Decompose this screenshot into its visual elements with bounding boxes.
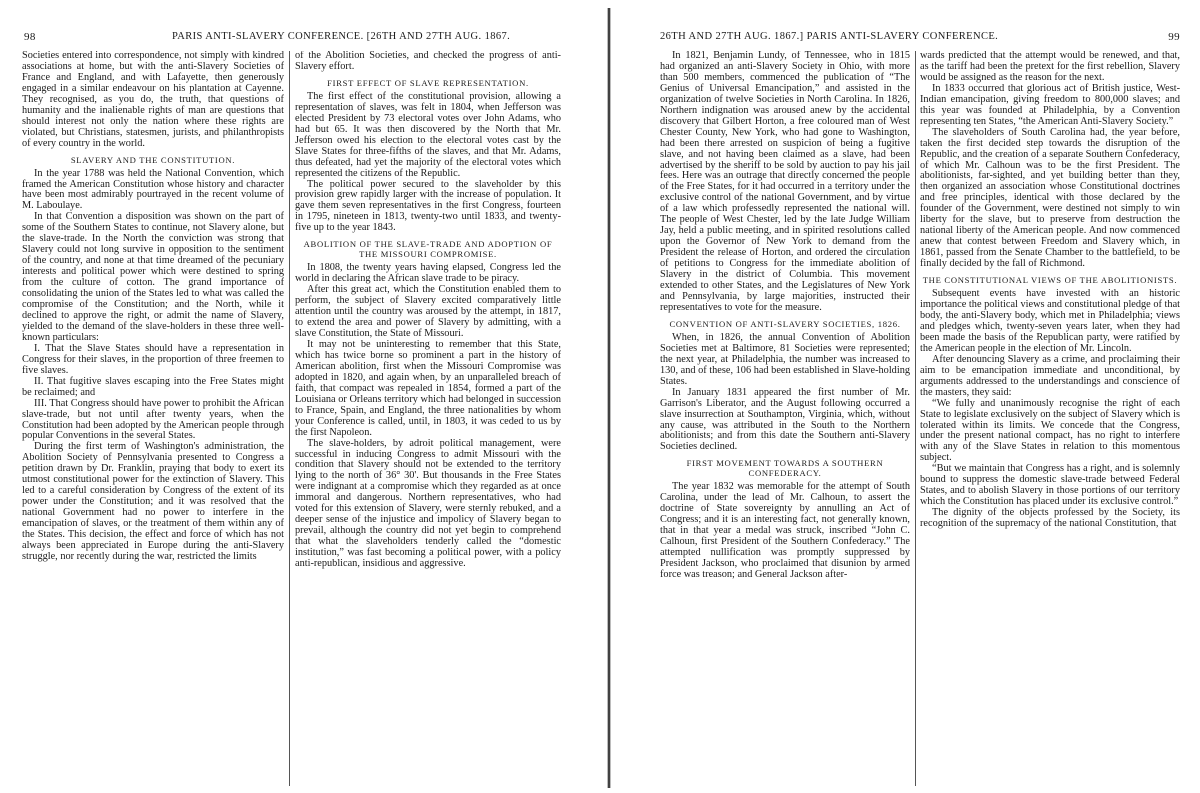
running-head: 26TH AND 27TH AUG. 1867.] PARIS ANTI-SLAVERY CONFERENCE.	[660, 31, 999, 42]
section-heading: ABOLITION OF THE SLAVE-TRADE AND ADOPTION OF THE MISSOURI COMPROMISE.	[303, 239, 553, 260]
paragraph: In 1821, Benjamin Lundy, of Tennessee, who in 1815 had organized an anti-Slavery Society in Ohio, with more than 500 members, commenced the publication of “The Genius of Universal Emancipation,” and assisted in the organization of twelve Societies in North Carolina. In 1826, Northern indignation was aroused anew by the accidental discovery that Gilbert Horton, a free coloured man of West Chester County, New York, who had gone to Washington, had been there arrested on suspicion of being a fugitive slave, and not having been claimed as a slave, had been advertised by the sheriff to be sold by auction to pay his jail fees. Here was an outrage that directly concerned the people of the Free States, for it had occurred in a territory under the exclusive control of the national Government, and by virtue of a law which professedly represented the national will. The people of West Chester, led by the late Judge William Jay, held a public meeting, and in spirited resolutions called upon the Governor of New York to demand from the President the release of Horton, and ordered the circulation of petitions to Congress for the immediate abolition of Slavery in the district of Columbia. This movement extended to other States, and the Legislatures of New York and Pennsylvania, by large majorities, instructed their representatives to vote for the measure.	[660, 51, 910, 313]
paragraph: After denouncing Slavery as a crime, and proclaiming their aim to be emancipation immediate and unconditional, by arguments addressed to the understandings and conscience of the masters, they said:	[920, 353, 1180, 398]
section-heading: CONVENTION OF ANTI-SLAVERY SOCIETIES, 1826.	[669, 318, 901, 329]
page-number: 99	[1168, 31, 1180, 43]
paragraph: In 1808, the twenty years having elapsed, Congress led the world in declaring the African slave trade to be piracy.	[295, 262, 561, 285]
paragraph: It may not be uninteresting to remember that this State, which has twice borne so prominent a part in the history of American abolition, first when the Missouri Compromise was adopted in 1820, and again when, by an unparalleled breach of faith, that compact was repealed in 1854, formed a part of the Louisiana or Orleans territory which had belonged in succession to France, Spain, and England, the three nationalities by whom your Conference is called, until, in 1803, it was ceded to us by the first Napoleon.	[295, 338, 561, 438]
paragraph: “But we maintain that Congress has a right, and is solemnly bound to suppress the domestic slave-trade betweed Federal States, and to abolish Slavery in those portions of our territory which the Constitution has placed under its exclusive control.”	[920, 463, 1180, 508]
right-column-1	[660, 51, 910, 791]
paragraph: When, in 1826, the annual Convention of Abolition Societies met at Baltimore, 81 Societies were represented; the next year, at Philadelphia, the number was increased to 130, and of these, 106 had been established in Slave-holding States.	[660, 331, 910, 387]
paragraph: In 1833 occurred that glorious act of British justice, West-Indian emancipation, giving freedom to 800,000 slaves; and this year was founded at Philadelphia, by a Convention representing ten States, “the American Anti-Slavery Society.”	[920, 82, 1180, 127]
paragraph: The slave-holders, by adroit political management, were successful in inducing Congress to admit Missouri with the condition that Slavery should not be extended to the territory lying to the north of 36° 30'. But thousands in the Free States were indignant at a compromise which they regarded as at once immoral and dangerous. Northern representatives, who had voted for this extension of Slavery, were sternly rebuked, and a deeper sense of the injustice and impolicy of Slavery began to prevail, although the country did not yet begin to comprehend that what the slaveholders tenderly called the “domestic institution,” was fast becoming a political power, with a policy anti-republican, insidious and aggressive.	[295, 437, 561, 570]
paragraph: I. That the Slave States should have a representation in Congress for their slaves, in the proportion of three freemen to five slaves.	[22, 342, 284, 376]
paragraph: “We fully and unanimously recognise the right of each State to legislate exclusively on the subject of Slavery which is tolerated within its limits. We concede that the Congress, under the present national compact, has no right to interfere with any of the Slave States in relation to this momentous subject.	[920, 397, 1180, 464]
paragraph: The political power secured to the slaveholder by this provision grew rapidly larger with the increase of population. It gave them seven representatives in the first Congress, fourteen in 1795, nineteen in 1813, twenty-two until 1833, and twenty-five up to the year 1843.	[295, 178, 561, 234]
left-column-2	[295, 51, 561, 791]
running-head: PARIS ANTI-SLAVERY CONFERENCE. [26TH AND 27TH AUG. 1867.	[172, 31, 511, 42]
paragraph: Societies entered into correspondence, not simply with kindred associations at home, but with the anti-Slavery Societies of France and England, and with Lafayette, then generously engaged in a similar endeavour on his plantation at Cayenne. They recognised, as you do, the truth, that questions of humanity and the inalienable rights of man are questions that should interest not only the nation where these rights are violated, but Christians, statesmen, jurists, and philanthropists of every country in the world.	[22, 51, 284, 149]
paragraph: The year 1832 was memorable for the attempt of South Carolina, under the lead of Mr. Calhoun, to assert the doctrine of State sovereignty by annulling an Act of Congress; and it is an interesting fact, not generally known, that in that year a medal was struck, inscribed “John C. Calhoun, first President of the Southern Confederacy.” The attempted nullification was promptly suppressed by President Jackson, who proclaimed that disunion by armed force was treason; and General Jackson after-	[660, 481, 910, 580]
paragraph: Subsequent events have invested with an historic importance the political views and constitutional pledge of that body, the anti-Slavery body, which met in Philadelphia; views and pledges which, twenty-seven years later, when they had been made the basis of the Republican party, were ratified by the American people in the election of Mr. Lincoln.	[920, 288, 1180, 354]
section-heading: FIRST EFFECT OF SLAVE REPRESENTATION.	[327, 77, 529, 88]
left-column-1	[22, 51, 284, 791]
page-number: 98	[24, 31, 36, 43]
paragraph: The first effect of the constitutional provision, allowing a representation of slaves, was felt in 1804, when Jefferson was elected President by 73 electoral votes over John Adams, who had but 65. It was then discovered by the North that Mr. Jefferson owed his election to the electoral votes cast by the Slave States for three-fifths of the slaves, and that Mr. Adams, thus defeated, had yet the majority of the electoral votes which represented the citizens of the Republic.	[295, 90, 561, 179]
right-page	[660, 0, 1180, 793]
paragraph: After this great act, which the Constitution enabled them to perform, the subject of Slavery excited comparatively little attention until the country was aroused by the attempt, in 1817, to extend the area and power of Slavery by admitting, with a slave Constitution, the State of Missouri.	[295, 284, 561, 340]
paragraph: In that Convention a disposition was shown on the part of some of the Southern States to continue, not Slavery alone, but the slave-trade. In the North the conviction was strong that Slavery could not long survive in opposition to the sentiment of the country, and none at that time dreamed of the pecuniary interests and political power which were destined to spring from the culture of cotton. The grand importance of consolidating the union of the States led to what was called the compromise of the Constitution; and the North, while it declined to approve the right, or admit the name of Slavery, yielded to the demand of the slave-holders in these three well-known particulars:	[22, 211, 284, 343]
left-page-header	[22, 31, 582, 45]
paragraph: In the year 1788 was held the National Convention, which framed the American Constitution whose history and character have been most admirably pourtrayed in the recent volume of M. Laboulaye.	[22, 167, 284, 212]
column-divider	[289, 51, 290, 786]
section-heading: FIRST MOVEMENT TOWARDS A SOUTHERN CONFEDERACY.	[686, 458, 884, 479]
section-heading: SLAVERY AND THE CONSTITUTION.	[70, 154, 236, 165]
paragraph: wards predicted that the attempt would be renewed, and that, as the tariff had been the pretext for the first rebellion, Slavery would be assigned as the reason for the next.	[920, 51, 1180, 83]
right-column-2	[920, 51, 1180, 791]
paragraph: III. That Congress should have power to prohibit the African slave-trade, but not until after twenty years, when the Constitution had been adopted by the American people through popular Conventions in the several States.	[22, 397, 284, 442]
paragraph: of the Abolition Societies, and checked the progress of anti-Slavery effort.	[295, 51, 561, 72]
section-heading: THE CONSTITUTIONAL VIEWS OF THE ABOLITIONISTS.	[922, 275, 1178, 286]
right-page-header	[660, 31, 1180, 45]
column-divider	[915, 51, 916, 786]
paragraph: II. That fugitive slaves escaping into the Free States might be reclaimed; and	[22, 375, 284, 398]
paragraph: The dignity of the objects professed by the Society, its recognition of the supremacy of the national Constitution, that	[920, 507, 1180, 530]
left-page	[22, 0, 582, 793]
paragraph: During the first term of Washington's administration, the Abolition Society of Pennsylvania presented to Congress a petition drawn by Dr. Franklin, praying that body to exert its utmost constitutional power for the extinction of Slavery. This led to a careful consideration by Congress of the extent of its power under the Constitution; and it was resolved that the national Government had no power to interfere in the emancipation of slaves, or the treatment of them within any of the States. This decision, the effect and force of which has not always been appreciated in Europe during the anti-Slavery struggle, nor recently during the war, restricted the limits	[22, 441, 284, 562]
book-gutter	[607, 8, 611, 788]
paragraph: The slaveholders of South Carolina had, the year before, taken the first decided step towards the disruption of the Republic, and the creation of a separate Southern Confederacy, of which Mr. Calhoun was to be the first President. The abolitionists, far-sighted, and yet building better than they, then organized an association whose Constitutional doctrines and free principles, identical with those declared by the founder of the Government, were destined not simply to win liberty for the slave, but to preserve from destruction the national liberty of the American people. And now commenced anew that contest between Freedom and Slavery which, in 1861, passed from the Senate Chamber to the battlefield, to be finally decided by the fall of Richmond.	[920, 126, 1180, 270]
paragraph: In January 1831 appeared the first number of Mr. Garrison's Liberator, and the August following occurred a slave insurrection at Southampton, Virginia, which, without any cause, was attributed in the South to the Northern abolitionists; and from this date the Southern anti-Slavery Societies declined.	[660, 386, 910, 453]
